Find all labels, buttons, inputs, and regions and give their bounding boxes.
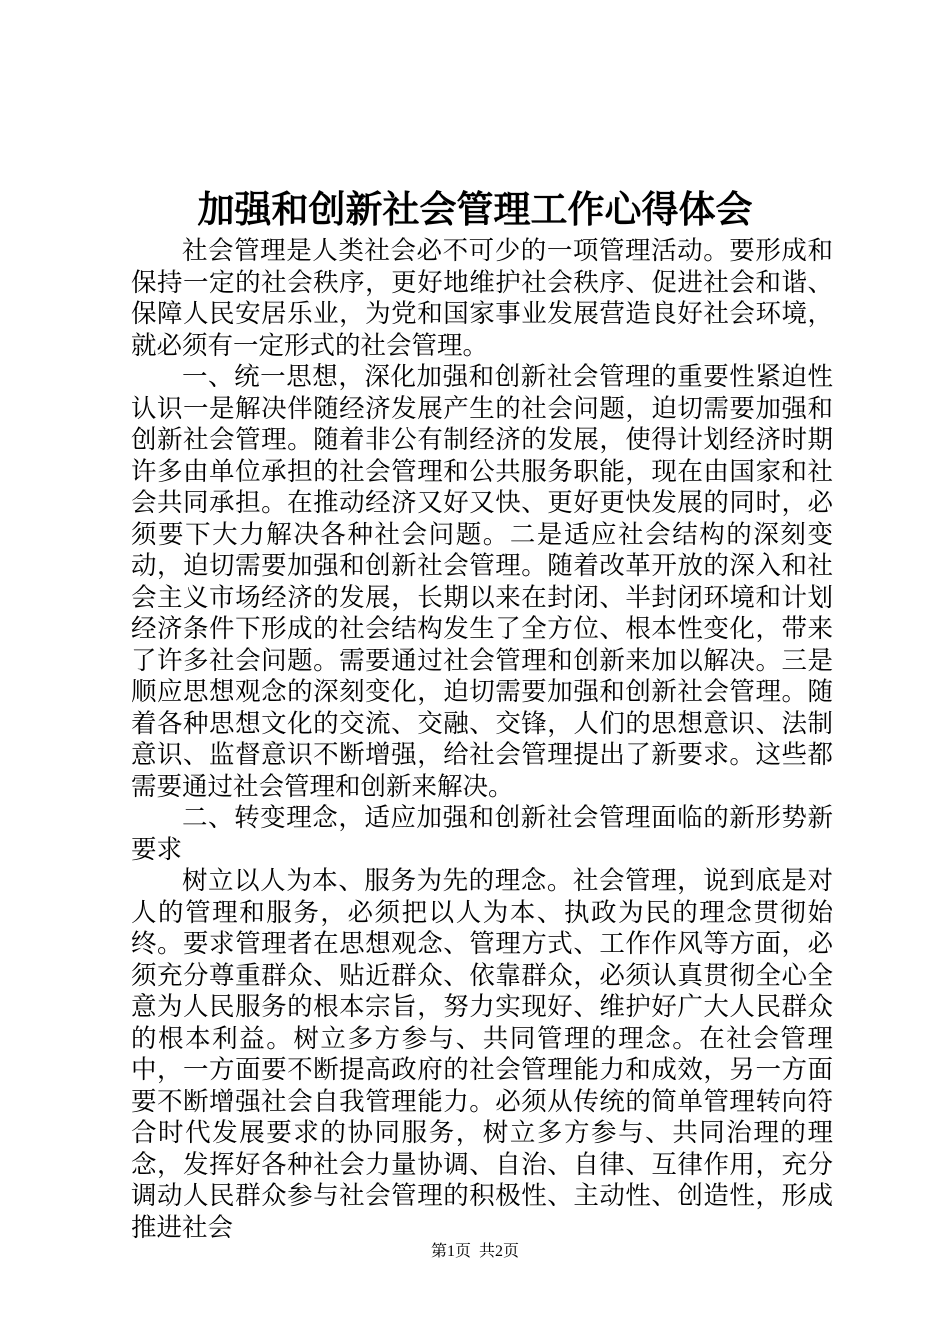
paragraph-intro: 社会管理是人类社会必不可少的一项管理活动。要形成和保持一定的社会秩序，更好地维护社会秩序、促进社会和谐、保障人民安居乐业，为党和国家事业发展营造良好社会环境，就必须有一定形式的社会管理。 [131, 236, 833, 361]
page-footer [0, 1240, 950, 1264]
page-number-label: 第1页 共2页 [430, 1243, 519, 1260]
paragraph-section-two-heading: 二、转变理念，适应加强和创新社会管理面临的新形势新要求 [131, 803, 833, 865]
paragraph-section-two-body: 树立以人为本、服务为先的理念。社会管理，说到底是对人的管理和服务，必须把以人为本、执政为民的理念贯彻始终。要求管理者在思想观念、管理方式、工作作风等方面，必须充分尊重群众、贴近群众、依靠群众，必须认真贯彻全心全意为人民服务的根本宗旨，努力实现好、维护好广大人民群众的根本利益。树立多方参与、共同管理的理念。在社会管理中，一方面要不断提高政府的社会管理能力和成效，另一方面要不断增强社会自我管理能力。必须从传统的简单管理转向符合时代发展要求的协同服务，树立多方参与、共同治理的理念，发挥好各种社会力量协调、自治、自律、互律作用，充分调动人民群众参与社会管理的积极性、主动性、创造性，形成推进社会 [131, 866, 833, 1243]
document-title: 加强和创新社会管理工作心得体会 [197, 187, 753, 231]
paragraph-section-one: 一、统一思想，深化加强和创新社会管理的重要性紧迫性认识一是解决伴随经济发展产生的社会问题，迫切需要加强和创新社会管理。随着非公有制经济的发展，使得计划经济时期许多由单位承担的社会管理和公共服务职能，现在由国家和社会共同承担。在推动经济又好又快、更好更快发展的同时，必须要下大力解决各种社会问题。二是适应社会结构的深刻变动，迫切需要加强和创新社会管理。随着改革开放的深入和社会主义市场经济的发展，长期以来在封闭、半封闭环境和计划经济条件下形成的社会结构发生了全方位、根本性变化，带来了许多社会问题。需要通过社会管理和创新来加以解决。三是顺应思想观念的深刻变化，迫切需要加强和创新社会管理。随着各种思想文化的交流、交融、交锋，人们的思想意识、法制意识、监督意识不断增强，给社会管理提出了新要求。这些都需要通过社会管理和创新来解决。 [131, 362, 833, 802]
document-body [131, 236, 833, 1244]
